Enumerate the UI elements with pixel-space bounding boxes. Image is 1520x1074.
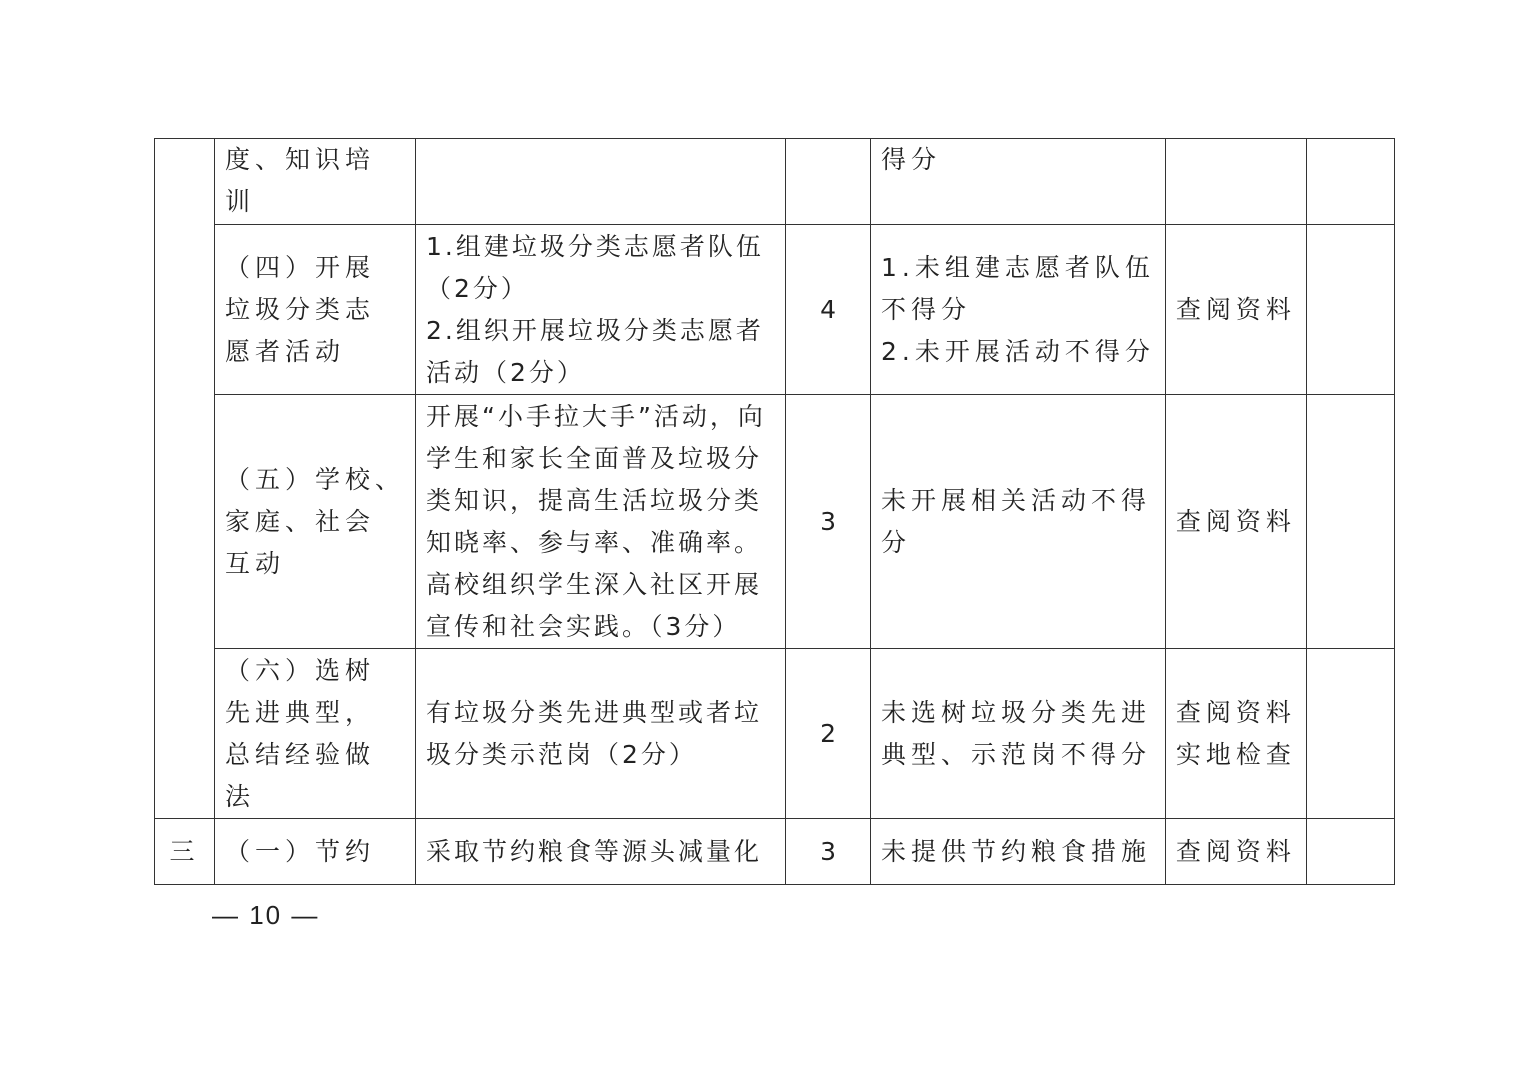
standard-line: 圾分类示范岗（2分）	[426, 739, 697, 769]
score-cell: 3	[786, 395, 871, 649]
method-cell	[1165, 395, 1306, 649]
criteria-cell	[871, 139, 1166, 225]
standard-line: 宣传和社会实践。（3分）	[426, 611, 741, 641]
score-cell	[786, 139, 871, 225]
standard-line: 开展“小手拉大手”活动，向	[426, 401, 766, 431]
item-line: （一）节约	[225, 836, 376, 866]
criteria-line: 典型、示范岗不得分	[881, 739, 1152, 769]
remark-cell	[1306, 649, 1394, 819]
item-line: 愿者活动	[225, 336, 346, 366]
item-line: 总结经验做	[225, 739, 376, 769]
item-line: 度、知识培	[225, 145, 376, 174]
method-line: 实地检查	[1175, 739, 1296, 769]
criteria-line: 未选树垃圾分类先进	[881, 697, 1152, 727]
item-line: （五）学校、	[225, 464, 406, 494]
table-row	[155, 649, 1395, 819]
table-row	[155, 395, 1395, 649]
standard-line: （2分）	[426, 273, 529, 303]
standard-line: 类知识，提高生活垃圾分类	[426, 485, 763, 515]
section-index-cell	[155, 139, 215, 819]
standard-line: 采取节约粮食等源头减量化	[426, 836, 763, 866]
remark-cell	[1306, 139, 1394, 225]
criteria-cell	[871, 395, 1166, 649]
method-cell	[1165, 819, 1306, 885]
evaluation-table-container	[154, 138, 1395, 885]
standard-cell	[416, 225, 786, 395]
standard-line: 有垃圾分类先进典型或者垃	[426, 697, 763, 727]
item-cell	[215, 225, 416, 395]
criteria-cell	[871, 225, 1166, 395]
table-row	[155, 819, 1395, 885]
method-cell	[1165, 649, 1306, 819]
item-line: 垃圾分类志	[225, 294, 376, 324]
standard-line: 活动（2分）	[426, 357, 585, 387]
table-row	[155, 139, 1395, 225]
standard-cell	[416, 819, 786, 885]
criteria-line: 1.未组建志愿者队伍	[881, 252, 1155, 282]
method-cell	[1165, 225, 1306, 395]
method-cell	[1165, 139, 1306, 225]
criteria-cell	[871, 649, 1166, 819]
item-cell	[215, 819, 416, 885]
score-cell: 3	[786, 819, 871, 885]
remark-cell	[1306, 395, 1394, 649]
item-line: 家庭、社会	[225, 506, 376, 536]
section-index-cell: 三	[155, 819, 215, 885]
item-line: 训	[225, 187, 256, 216]
item-line: 互动	[225, 548, 286, 578]
standard-line: 2.组织开展垃圾分类志愿者	[426, 315, 764, 345]
score-cell: 2	[786, 649, 871, 819]
standard-cell	[416, 395, 786, 649]
page-number: — 10 —	[212, 900, 320, 930]
method-line: 查阅资料	[1175, 294, 1296, 324]
method-line: 查阅资料	[1175, 836, 1296, 866]
criteria-line: 2.未开展活动不得分	[881, 336, 1155, 366]
score-cell: 4	[786, 225, 871, 395]
evaluation-table	[154, 138, 1395, 885]
criteria-cell	[871, 819, 1166, 885]
item-cell	[215, 649, 416, 819]
item-line: （四）开展	[225, 252, 376, 282]
table-row	[155, 225, 1395, 395]
remark-cell	[1306, 225, 1394, 395]
item-cell	[215, 395, 416, 649]
standard-line: 1.组建垃圾分类志愿者队伍	[426, 231, 764, 261]
standard-line: 学生和家长全面普及垃圾分	[426, 443, 763, 473]
criteria-line: 未开展相关活动不得	[881, 485, 1152, 515]
method-line: 查阅资料	[1175, 697, 1296, 727]
item-line: 先进典型，	[225, 697, 376, 727]
criteria-line: 未提供节约粮食措施	[881, 836, 1152, 866]
standard-line: 知晓率、参与率、准确率。	[426, 527, 763, 557]
item-cell	[215, 139, 416, 225]
criteria-line: 得分	[881, 145, 942, 174]
criteria-line: 分	[881, 527, 912, 557]
remark-cell	[1306, 819, 1394, 885]
method-line: 查阅资料	[1175, 506, 1296, 536]
standard-line: 高校组织学生深入社区开展	[426, 569, 763, 599]
standard-cell	[416, 649, 786, 819]
item-line: 法	[225, 781, 256, 811]
standard-cell	[416, 139, 786, 225]
criteria-line: 不得分	[881, 294, 972, 324]
item-line: （六）选树	[225, 655, 376, 685]
